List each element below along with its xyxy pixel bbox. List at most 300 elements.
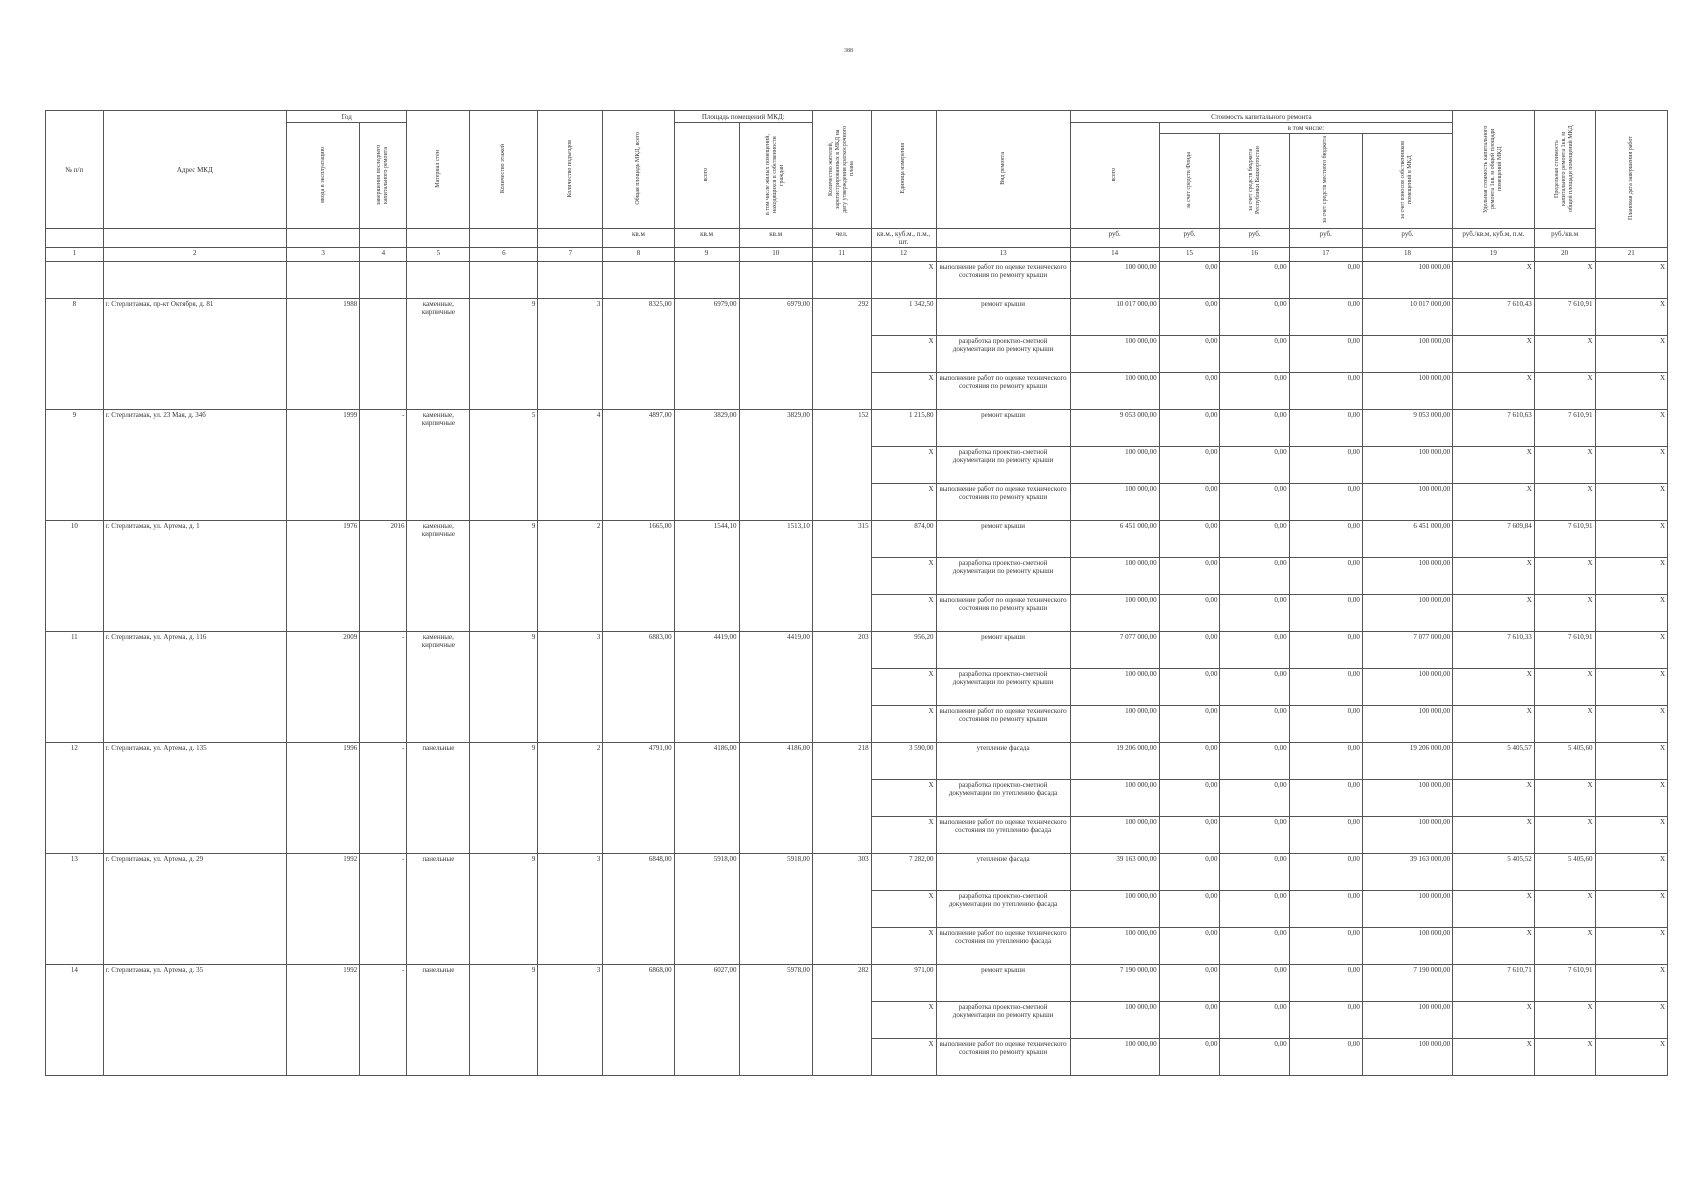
- cell-unit: 874,00: [871, 521, 936, 558]
- page-number: 388: [844, 48, 853, 54]
- cell-premises-private: 3829,00: [739, 410, 812, 521]
- col-incl: в том числе:: [1159, 123, 1452, 134]
- cell-date: X: [1595, 780, 1667, 817]
- column-number: 2: [103, 248, 286, 262]
- cell-fund: 0,00: [1159, 1002, 1220, 1039]
- cell-premises-total: 1544,10: [674, 521, 739, 632]
- cell-limit-cost: X: [1534, 780, 1595, 817]
- cell-unit-cost: X: [1453, 780, 1535, 817]
- column-numbers-row: [46, 248, 1668, 262]
- cell-last-repair: -: [360, 854, 407, 965]
- cell-unit: 7 282,00: [871, 854, 936, 891]
- cell-unit: 3 590,00: [871, 743, 936, 780]
- cell-fund: 0,00: [1159, 373, 1220, 410]
- cell-local: 0,00: [1289, 1039, 1362, 1076]
- cell-limit-cost: 5 405,60: [1534, 854, 1595, 891]
- cell-no: 9: [46, 410, 104, 521]
- cell-date: X: [1595, 262, 1667, 299]
- column-number: 6: [470, 248, 538, 262]
- cell-unit: 1 215,80: [871, 410, 936, 447]
- cell-material: каменные, кирпичные: [407, 299, 470, 410]
- cell-limit-cost: X: [1534, 928, 1595, 965]
- cell-date: X: [1595, 484, 1667, 521]
- cell-address: г. Стерлитамак, ул. Артема, д. 35: [103, 965, 286, 1076]
- cell-no: 12: [46, 743, 104, 854]
- cell-total: 19 206 000,00: [1070, 743, 1159, 780]
- cell-local: 0,00: [1289, 632, 1362, 669]
- cell-entrances: 4: [538, 410, 603, 521]
- cell-fund: 0,00: [1159, 447, 1220, 484]
- cell-unit-cost: X: [1453, 484, 1535, 521]
- cell-limit-cost: X: [1534, 706, 1595, 743]
- cell-unit: X: [871, 373, 936, 410]
- cell-local: 0,00: [1289, 521, 1362, 558]
- cell-floors: 9: [470, 854, 538, 965]
- cell-date: X: [1595, 743, 1667, 780]
- cell-republic: 0,00: [1220, 410, 1289, 447]
- cell-total: 7 077 000,00: [1070, 632, 1159, 669]
- cell-area: 6868,00: [603, 965, 674, 1076]
- cell-fund: 0,00: [1159, 1039, 1220, 1076]
- cell-last-repair: [360, 299, 407, 410]
- cell-no: 8: [46, 299, 104, 410]
- cell-fund: 0,00: [1159, 891, 1220, 928]
- cell-owners: 39 163 000,00: [1362, 854, 1452, 891]
- col-limit-cost: Предельная стоимость капитального ремонта 1кв. м общей площади помещений МКД: [1534, 111, 1595, 229]
- cell-total: 100 000,00: [1070, 928, 1159, 965]
- capital-repair-table: [45, 110, 1668, 1076]
- cell-unit: 956,20: [871, 632, 936, 669]
- cell-unit-cost: X: [1453, 706, 1535, 743]
- cell-local: 0,00: [1289, 928, 1362, 965]
- cell-year: 1992: [286, 965, 359, 1076]
- cell-local: 0,00: [1289, 669, 1362, 706]
- cell-limit-cost: X: [1534, 336, 1595, 373]
- cell-no: 10: [46, 521, 104, 632]
- cell-entrances: 2: [538, 521, 603, 632]
- column-number: 16: [1220, 248, 1289, 262]
- cell-address: г. Стерлитамак, ул. 23 Мая, д. 34б: [103, 410, 286, 521]
- cell-total: 100 000,00: [1070, 891, 1159, 928]
- table-row: [46, 632, 1668, 669]
- cell-limit-cost: X: [1534, 484, 1595, 521]
- col-premises-total: всего: [674, 123, 739, 229]
- cell-unit-cost: 7 610,43: [1453, 299, 1535, 336]
- cell-republic: 0,00: [1220, 891, 1289, 928]
- cell-fund: 0,00: [1159, 410, 1220, 447]
- col-cost-local: за счет средств местного бюджета: [1289, 134, 1362, 229]
- cell-premises-private: 5978,00: [739, 965, 812, 1076]
- units-row: [46, 229, 1668, 248]
- cell-premises-private: 5918,00: [739, 854, 812, 965]
- cell-fund: 0,00: [1159, 780, 1220, 817]
- cell-limit-cost: X: [1534, 817, 1595, 854]
- cell-unit: X: [871, 595, 936, 632]
- cell-republic: 0,00: [1220, 595, 1289, 632]
- column-number: 13: [936, 248, 1070, 262]
- cell-work: утепление фасада: [936, 743, 1070, 780]
- unit-cost-total: руб.: [1070, 229, 1159, 248]
- cell-fund: 0,00: [1159, 928, 1220, 965]
- cell-owners: 7 190 000,00: [1362, 965, 1452, 1002]
- cell-republic: 0,00: [1220, 262, 1289, 299]
- cell-work: разработка проектно-сметной документации по ремонту крыши: [936, 669, 1070, 706]
- cell-republic: 0,00: [1220, 1039, 1289, 1076]
- cell-total: 100 000,00: [1070, 484, 1159, 521]
- cell-total: 100 000,00: [1070, 558, 1159, 595]
- cell-unit: X: [871, 928, 936, 965]
- table-body: [46, 262, 1668, 1076]
- cell-date: X: [1595, 410, 1667, 447]
- col-unit-cost: Удельная стоимость капитального ремонта 1кв. м общей площади помещений МКД: [1453, 111, 1535, 229]
- column-number: 1: [46, 248, 104, 262]
- cell-total: 100 000,00: [1070, 669, 1159, 706]
- cell-residents: 315: [812, 521, 871, 632]
- cell-owners: 100 000,00: [1362, 706, 1452, 743]
- cell-entrances: 2: [538, 743, 603, 854]
- column-number: 3: [286, 248, 359, 262]
- cell-material: каменные, кирпичные: [407, 410, 470, 521]
- cell-local: 0,00: [1289, 595, 1362, 632]
- cell-limit-cost: 5 405,60: [1534, 743, 1595, 780]
- cell-fund: 0,00: [1159, 669, 1220, 706]
- unit-premises-total: кв.м: [674, 229, 739, 248]
- cell-republic: 0,00: [1220, 373, 1289, 410]
- cell-unit-cost: X: [1453, 336, 1535, 373]
- cell-date: X: [1595, 817, 1667, 854]
- col-work-type: Вид ремонта: [936, 111, 1070, 229]
- cell-floors: 9: [470, 632, 538, 743]
- unit-unit-cost: руб./кв.м, куб.м, п.м.: [1453, 229, 1535, 248]
- cell-floors: 9: [470, 743, 538, 854]
- table-row: [46, 410, 1668, 447]
- col-cost-fund: за счет средств Фонда: [1159, 134, 1220, 229]
- cell-unit-cost: X: [1453, 1039, 1535, 1076]
- cell-republic: 0,00: [1220, 299, 1289, 336]
- cell-owners: 100 000,00: [1362, 1002, 1452, 1039]
- cell-premises-private: 4186,00: [739, 743, 812, 854]
- unit-cost-local: руб.: [1289, 229, 1362, 248]
- col-cost-republic: за счет средств бюджета Республики Башкортостан: [1220, 134, 1289, 229]
- cell-fund: 0,00: [1159, 817, 1220, 854]
- unit-total-area: кв.м: [603, 229, 674, 248]
- cell-total: 9 053 000,00: [1070, 410, 1159, 447]
- cell-total: 10 017 000,00: [1070, 299, 1159, 336]
- cell-floors: 9: [470, 521, 538, 632]
- cell-fund: 0,00: [1159, 854, 1220, 891]
- cell-address: г. Стерлитамак, пр-кт Октября, д. 81: [103, 299, 286, 410]
- cell-owners: 100 000,00: [1362, 558, 1452, 595]
- cell-total: 100 000,00: [1070, 373, 1159, 410]
- column-number: 17: [1289, 248, 1362, 262]
- unit-cost-fund: руб.: [1159, 229, 1220, 248]
- cell-work: утепление фасада: [936, 854, 1070, 891]
- cell-republic: 0,00: [1220, 447, 1289, 484]
- cell-unit-cost: 7 610,71: [1453, 965, 1535, 1002]
- cell-unit: X: [871, 484, 936, 521]
- cell-fund: 0,00: [1159, 484, 1220, 521]
- cell-limit-cost: 7 610,91: [1534, 632, 1595, 669]
- cell-total: 6 451 000,00: [1070, 521, 1159, 558]
- col-residents: Количество жителей, зарегистрированных в МКД на дату утверждения краткосрочного плана: [812, 111, 871, 229]
- cell-work: выполнение работ по оценке технического состояния по утеплению фасада: [936, 928, 1070, 965]
- column-number: 8: [603, 248, 674, 262]
- cell-residents: 218: [812, 743, 871, 854]
- cell-unit: X: [871, 1039, 936, 1076]
- cell-unit-cost: 7 610,33: [1453, 632, 1535, 669]
- cell-republic: 0,00: [1220, 484, 1289, 521]
- cell-residents: 292: [812, 299, 871, 410]
- cell-fund: 0,00: [1159, 595, 1220, 632]
- cell-date: X: [1595, 373, 1667, 410]
- col-total-area: Общая площадь МКД, всего: [603, 111, 674, 229]
- cell-republic: 0,00: [1220, 743, 1289, 780]
- cell-entrances: 3: [538, 632, 603, 743]
- cell-total: 100 000,00: [1070, 447, 1159, 484]
- cell-republic: 0,00: [1220, 817, 1289, 854]
- cell-last-repair: -: [360, 410, 407, 521]
- cell-work: разработка проектно-сметной документации по утеплению фасада: [936, 891, 1070, 928]
- cell-republic: 0,00: [1220, 965, 1289, 1002]
- col-cost-group: Стоимость капитального ремонта: [1070, 111, 1452, 123]
- cell-owners: 100 000,00: [1362, 891, 1452, 928]
- cell-material: панельные: [407, 743, 470, 854]
- cell-work: выполнение работ по оценке технического состояния по ремонту крыши: [936, 595, 1070, 632]
- cell-no: 11: [46, 632, 104, 743]
- cell-work: выполнение работ по оценке технического состояния по утеплению фасада: [936, 817, 1070, 854]
- col-entrances: Количество подъездов: [538, 111, 603, 229]
- cell-unit-cost: X: [1453, 669, 1535, 706]
- cell-local: 0,00: [1289, 373, 1362, 410]
- cell-owners: 100 000,00: [1362, 669, 1452, 706]
- cell-owners: 100 000,00: [1362, 336, 1452, 373]
- cell-date: X: [1595, 669, 1667, 706]
- cell-work: разработка проектно-сметной документации по ремонту крыши: [936, 1002, 1070, 1039]
- cell-total: 100 000,00: [1070, 706, 1159, 743]
- table-row: [46, 299, 1668, 336]
- cell-owners: 100 000,00: [1362, 447, 1452, 484]
- cell-work: выполнение работ по оценке технического состояния по ремонту крыши: [936, 262, 1070, 299]
- cell-total: 100 000,00: [1070, 262, 1159, 299]
- cell-total: 100 000,00: [1070, 780, 1159, 817]
- cell-unit: X: [871, 558, 936, 595]
- cell-fund: 0,00: [1159, 336, 1220, 373]
- cell-unit-cost: X: [1453, 447, 1535, 484]
- cell-last-repair: -: [360, 632, 407, 743]
- column-number: 20: [1534, 248, 1595, 262]
- cell-republic: 0,00: [1220, 854, 1289, 891]
- cell-date: X: [1595, 854, 1667, 891]
- cell-republic: 0,00: [1220, 521, 1289, 558]
- cell-owners: 10 017 000,00: [1362, 299, 1452, 336]
- cell-date: X: [1595, 447, 1667, 484]
- cell-local: 0,00: [1289, 891, 1362, 928]
- cell-date: X: [1595, 1039, 1667, 1076]
- cell-owners: 100 000,00: [1362, 484, 1452, 521]
- cell-local: 0,00: [1289, 854, 1362, 891]
- cell-work: разработка проектно-сметной документации по ремонту крыши: [936, 336, 1070, 373]
- cell-date: X: [1595, 521, 1667, 558]
- cell-premises-total: 4419,00: [674, 632, 739, 743]
- cell-republic: 0,00: [1220, 1002, 1289, 1039]
- cell-local: 0,00: [1289, 743, 1362, 780]
- cell-republic: 0,00: [1220, 706, 1289, 743]
- cell-owners: 100 000,00: [1362, 595, 1452, 632]
- cell-local: 0,00: [1289, 484, 1362, 521]
- cell-premises-private: 1513,10: [739, 521, 812, 632]
- cell-limit-cost: X: [1534, 1002, 1595, 1039]
- cell-unit-cost: X: [1453, 817, 1535, 854]
- cell-residents: 152: [812, 410, 871, 521]
- column-number: 11: [812, 248, 871, 262]
- cell-no: 13: [46, 854, 104, 965]
- cell-unit-cost: X: [1453, 891, 1535, 928]
- column-number: 7: [538, 248, 603, 262]
- cell-republic: 0,00: [1220, 669, 1289, 706]
- cell-date: X: [1595, 299, 1667, 336]
- cell-last-repair: -: [360, 743, 407, 854]
- cell-unit: X: [871, 1002, 936, 1039]
- cell-premises-private: 6979,00: [739, 299, 812, 410]
- col-wall-material: Материал стен: [407, 111, 470, 229]
- cell-local: 0,00: [1289, 410, 1362, 447]
- cell-work: ремонт крыши: [936, 965, 1070, 1002]
- cell-floors: 5: [470, 410, 538, 521]
- header-row-1: [46, 111, 1668, 123]
- column-number: 15: [1159, 248, 1220, 262]
- col-planned-date: Плановая дата завершения работ: [1595, 111, 1667, 248]
- cell-area: 4897,00: [603, 410, 674, 521]
- cell-local: 0,00: [1289, 780, 1362, 817]
- cell-material: каменные, кирпичные: [407, 632, 470, 743]
- cell-fund: 0,00: [1159, 558, 1220, 595]
- cell-last-repair: -: [360, 965, 407, 1076]
- cell-owners: 100 000,00: [1362, 780, 1452, 817]
- cell-owners: 100 000,00: [1362, 928, 1452, 965]
- cell-local: 0,00: [1289, 447, 1362, 484]
- table-row: [46, 854, 1668, 891]
- cell-limit-cost: 7 610,91: [1534, 521, 1595, 558]
- cell-unit: X: [871, 262, 936, 299]
- cell-unit-cost: 7 609,84: [1453, 521, 1535, 558]
- cell-work: разработка проектно-сметной документации по утеплению фасада: [936, 780, 1070, 817]
- col-premises-group: Площадь помещений МКД:: [674, 111, 812, 123]
- column-number: 14: [1070, 248, 1159, 262]
- column-number: 12: [871, 248, 936, 262]
- cell-area: 4791,00: [603, 743, 674, 854]
- cell-unit: 1 342,50: [871, 299, 936, 336]
- cell-unit-cost: X: [1453, 373, 1535, 410]
- cell-work: ремонт крыши: [936, 632, 1070, 669]
- cell-year: 1999: [286, 410, 359, 521]
- cell-unit: X: [871, 706, 936, 743]
- column-number: 19: [1453, 248, 1535, 262]
- cell-work: разработка проектно-сметной документации по ремонту крыши: [936, 447, 1070, 484]
- cell-material: панельные: [407, 854, 470, 965]
- cell-local: 0,00: [1289, 706, 1362, 743]
- cell-year: 1976: [286, 521, 359, 632]
- cell-date: X: [1595, 595, 1667, 632]
- cell-entrances: 3: [538, 965, 603, 1076]
- cell-fund: 0,00: [1159, 299, 1220, 336]
- cell-local: 0,00: [1289, 817, 1362, 854]
- unit-unit: кв.м., куб.м., п.м., шт.: [871, 229, 936, 248]
- cell-year: 2009: [286, 632, 359, 743]
- cell-area: 8325,00: [603, 299, 674, 410]
- cell-work: разработка проектно-сметной документации по ремонту крыши: [936, 558, 1070, 595]
- cell-limit-cost: 7 610,91: [1534, 299, 1595, 336]
- cell-date: X: [1595, 928, 1667, 965]
- column-number: 21: [1595, 248, 1667, 262]
- cell-local: 0,00: [1289, 299, 1362, 336]
- cell-material: каменные, кирпичные: [407, 521, 470, 632]
- unit-limit-cost: руб./кв.м: [1534, 229, 1595, 248]
- cell-work: выполнение работ по оценке технического состояния по ремонту крыши: [936, 1039, 1070, 1076]
- cell-fund: 0,00: [1159, 632, 1220, 669]
- cell-premises-private: 4419,00: [739, 632, 812, 743]
- cell-address: г. Стерлитамак, ул. Артема, д. 116: [103, 632, 286, 743]
- cell-premises-total: 6027,00: [674, 965, 739, 1076]
- cell-local: 0,00: [1289, 558, 1362, 595]
- col-no: № п/п: [46, 111, 104, 229]
- column-number: 10: [739, 248, 812, 262]
- col-year-group: Год: [286, 111, 406, 123]
- cell-residents: 203: [812, 632, 871, 743]
- cell-entrances: 3: [538, 299, 603, 410]
- cell-premises-total: 6979,00: [674, 299, 739, 410]
- column-number: 18: [1362, 248, 1452, 262]
- cell-date: X: [1595, 965, 1667, 1002]
- cell-unit-cost: 5 405,52: [1453, 854, 1535, 891]
- unit-residents: чел.: [812, 229, 871, 248]
- cell-premises-total: 4186,00: [674, 743, 739, 854]
- cell-limit-cost: X: [1534, 558, 1595, 595]
- cell-work: выполнение работ по оценке технического состояния по ремонту крыши: [936, 706, 1070, 743]
- cell-address: г. Стерлитамак, ул. Артема, д. 1: [103, 521, 286, 632]
- column-number: 9: [674, 248, 739, 262]
- cell-unit-cost: X: [1453, 558, 1535, 595]
- cell-unit: X: [871, 891, 936, 928]
- cell-area: 1665,00: [603, 521, 674, 632]
- cell-local: 0,00: [1289, 1002, 1362, 1039]
- continuation-row: [46, 262, 1668, 299]
- cell-owners: 100 000,00: [1362, 1039, 1452, 1076]
- cell-local: 0,00: [1289, 965, 1362, 1002]
- cell-limit-cost: X: [1534, 669, 1595, 706]
- cell-limit-cost: 7 610,91: [1534, 410, 1595, 447]
- cell-residents: 282: [812, 965, 871, 1076]
- cell-work: ремонт крыши: [936, 410, 1070, 447]
- cell-premises-total: 3829,00: [674, 410, 739, 521]
- cell-fund: 0,00: [1159, 262, 1220, 299]
- cell-unit-cost: X: [1453, 595, 1535, 632]
- cell-total: 39 163 000,00: [1070, 854, 1159, 891]
- cell-total: 100 000,00: [1070, 1002, 1159, 1039]
- cell-republic: 0,00: [1220, 632, 1289, 669]
- cell-unit-cost: X: [1453, 928, 1535, 965]
- cell-area: 6883,00: [603, 632, 674, 743]
- cell-limit-cost: X: [1534, 373, 1595, 410]
- cell-address: г. Стерлитамак, ул. Артема, д. 29: [103, 854, 286, 965]
- cell-fund: 0,00: [1159, 521, 1220, 558]
- cell-address: г. Стерлитамак, ул. Артема, д. 135: [103, 743, 286, 854]
- col-premises-private: в том числе жилых помещений, находящихся в собственности граждан: [739, 123, 812, 229]
- column-number: 5: [407, 248, 470, 262]
- cell-republic: 0,00: [1220, 558, 1289, 595]
- cell-material: панельные: [407, 965, 470, 1076]
- cell-last-repair: 2016: [360, 521, 407, 632]
- col-address: Адрес МКД: [103, 111, 286, 229]
